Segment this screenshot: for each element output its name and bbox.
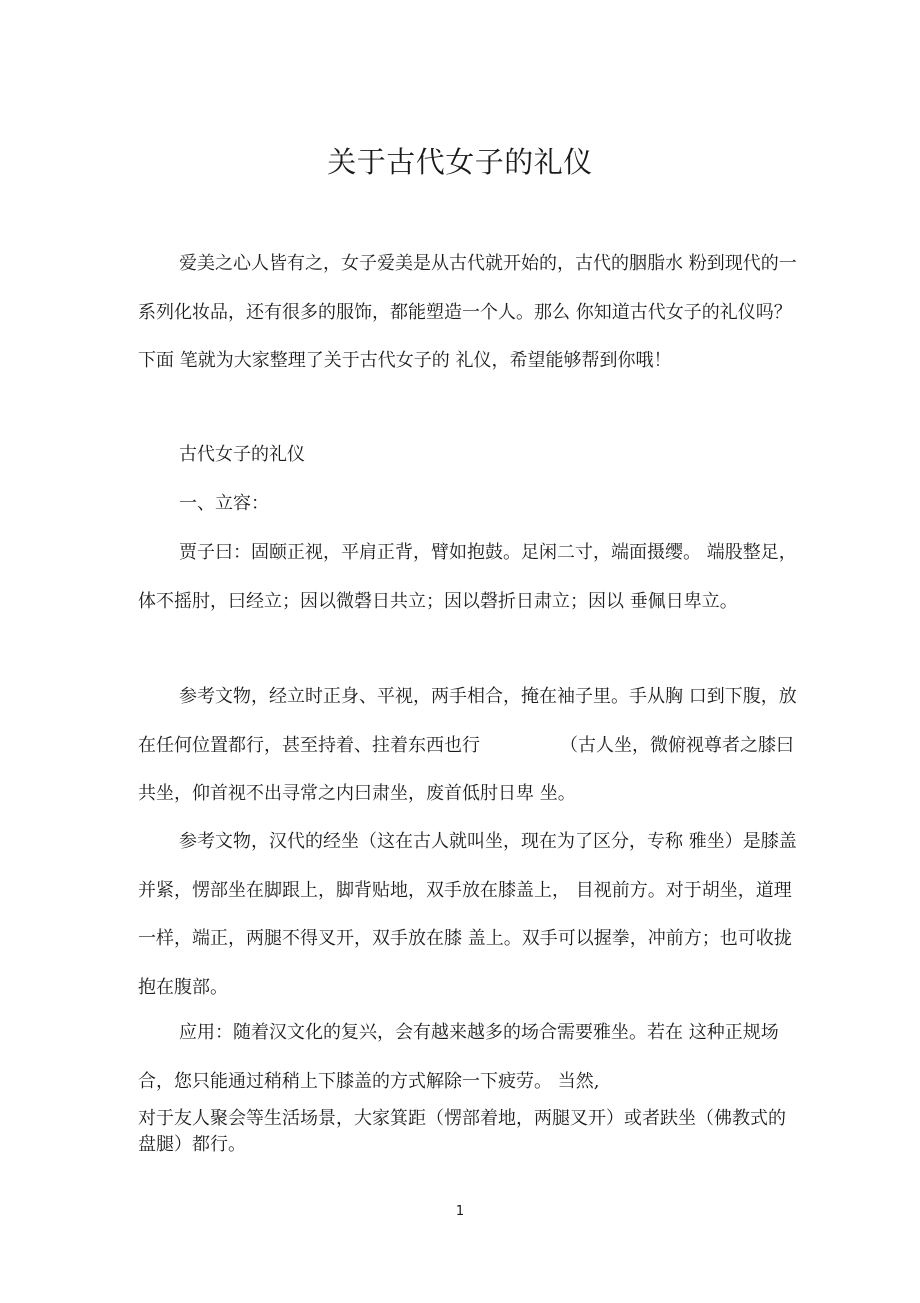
- jiazi-paragraph: 贾子曰：固颐正视，平肩正背，臂如抱鼓。足闲二寸，端面摄缨。 端股整足，体不摇肘，曰经立；因以微磬日共立；因以磬折日肃立；因以 垂佩日卑立。: [138, 542, 797, 612]
- reference-paragraph-2: 参考文物，汉代的经坐（这在古人就叫坐，现在为了区分，专称 雅坐）是膝盖并紧，愣部坐在脚跟上，脚背贴地，双手放在膝盖上， 目视前方。对于胡坐，道理一样，端正，两腿不得叉开，双手放在膝 盖上。双手可以握拳，冲前方；也可收拢抱在腹部。: [138, 831, 797, 998]
- page-number: 1: [455, 1204, 465, 1219]
- reference-paragraph-1: [138, 673, 798, 819]
- application-paragraph: [138, 1009, 798, 1176]
- subsection-heading: 一、立容：: [179, 493, 269, 514]
- reference-paragraph-1-part1: 参考文物，经立时正身、平视，两手相合，掩在袖子里。手从胸 口到下腹，放在任何位置都行，甚至持着、拄着东西也行: [138, 686, 797, 756]
- application-paragraph-part1: 应用：随着汉文化的复兴，会有越来越多的场合需要雅坐。若在 这种正规场合，您只能通过稍稍上下膝盖的方式解除一下疲劳。 当然,: [138, 1022, 779, 1092]
- section-heading: 古代女子的礼仪: [179, 444, 305, 465]
- application-paragraph-part2: 对于友人聚会等生活场景，大家箕距（愣部着地，两腿叉开）或者趺坐（佛教式的盘腿）都行。: [138, 1108, 786, 1155]
- reference-paragraph-1-part2: （古人坐，微俯视尊者之膝曰共坐，仰首视不出寻常之内曰肃坐，废首低肘日卑 坐。: [138, 734, 794, 804]
- document-title: 关于古代女子的礼仪: [327, 145, 593, 179]
- intro-paragraph: 爱美之心人皆有之，女子爱美是从古代就开始的，古代的胭脂水 粉到现代的一系列化妆品，还有很多的服饰，都能塑造一个人。那么 你知道古代女子的礼仪吗？下面 笔就为大家整理了关于古代女子的 礼仪，希望能够帮到你哦！: [138, 253, 797, 371]
